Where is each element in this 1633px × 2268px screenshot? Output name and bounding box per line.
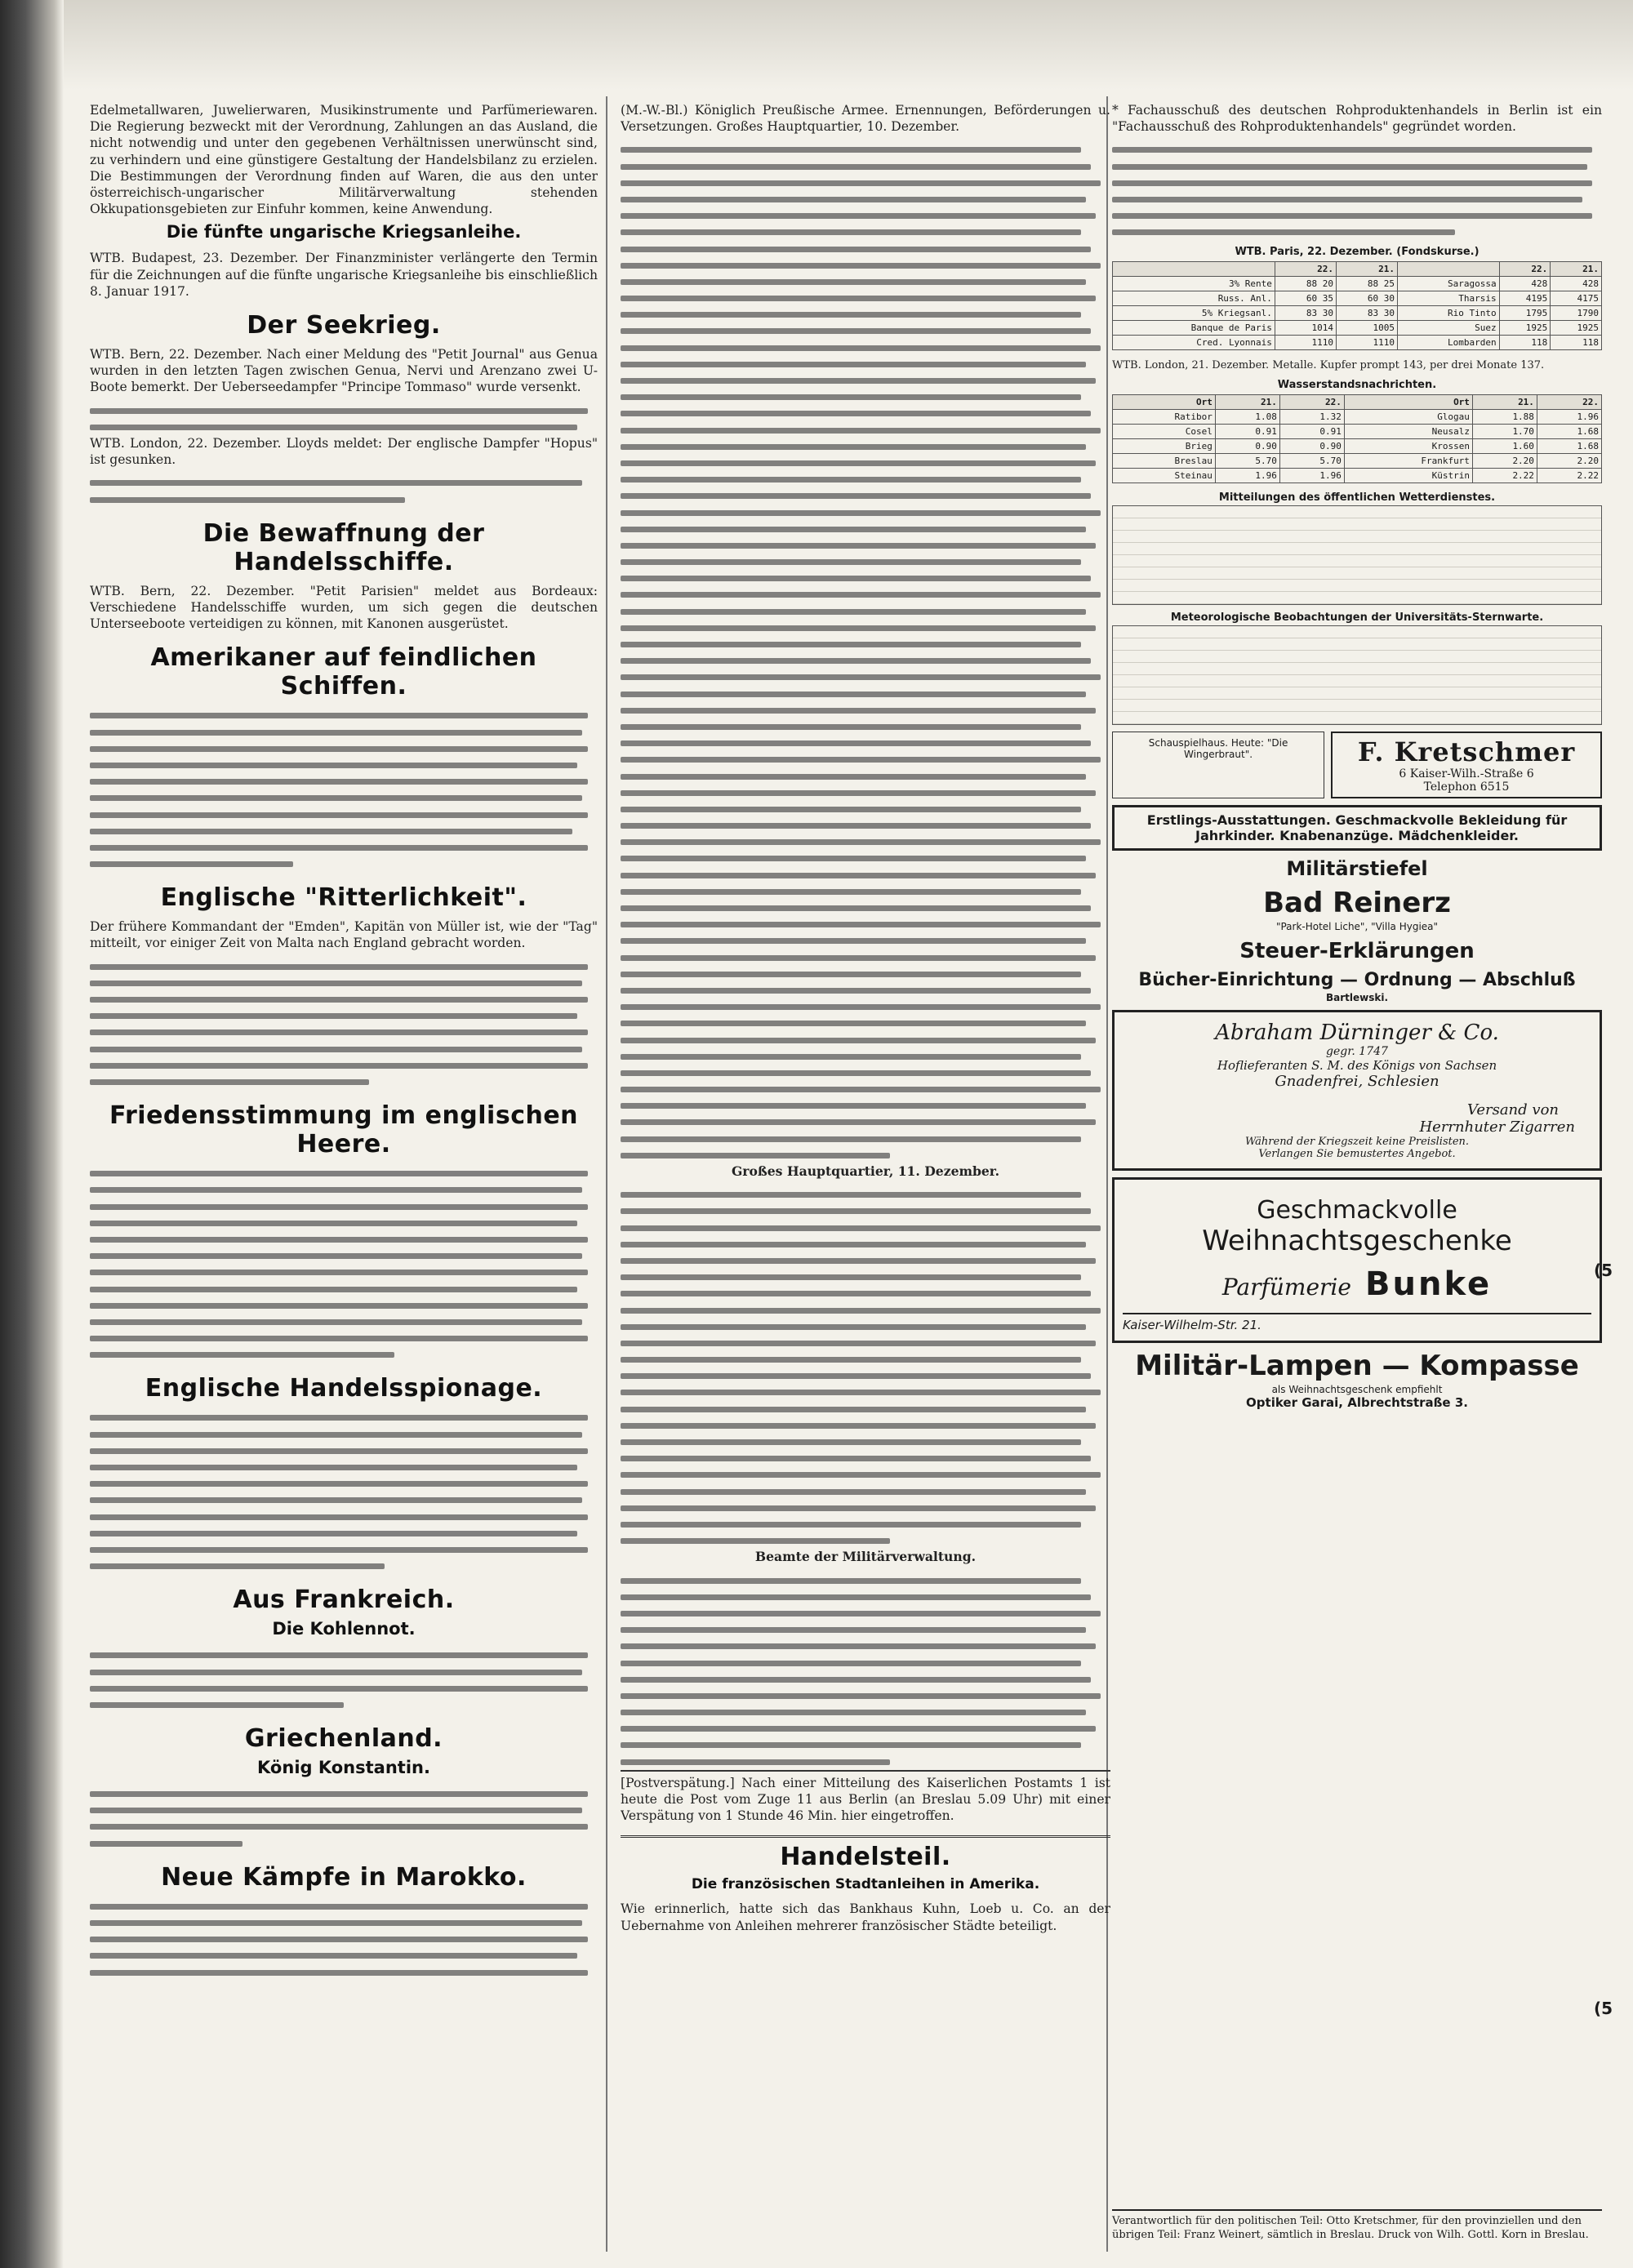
stock-cell: 1925 [1551,320,1602,335]
text-line [621,735,1110,751]
headline: Amerikaner auf feindlichen Schiffen. [150,643,537,701]
text-line [621,1220,1110,1236]
headline: Englische Handelsspionage. [145,1374,543,1403]
water-cell: Breslau [1113,453,1216,468]
headline: Handelsteil. [621,1835,1110,1871]
text-line [621,505,1110,521]
headline: Die Bewaffnung der Handelsschiffe. [202,518,485,576]
text-line [621,455,1110,471]
stock-cell: Cred. Lyonnais [1113,335,1275,349]
water-cell: Glogau [1344,409,1472,424]
book-spine-shadow [0,0,64,2268]
stock-cell: 83 30 [1275,305,1336,320]
water-row [1113,453,1602,468]
stock-cell: 83 30 [1336,305,1397,320]
water-cell: 2.22 [1472,468,1537,483]
text-line [621,1015,1110,1031]
article-text: Großes Hauptquartier, 11. Dezember. [731,1163,1000,1180]
water-cell: 0.90 [1279,438,1344,453]
text-line [621,207,1110,224]
page-top-edge [64,0,1633,90]
water-cell: 1.68 [1537,438,1601,453]
text-line [90,419,598,435]
text-line [621,883,1110,900]
headline: Griechenland. [244,1724,443,1754]
water-cell: 5.70 [1215,453,1279,468]
water-row [1113,438,1602,453]
text-line [621,471,1110,487]
water-cell: 1.96 [1215,468,1279,483]
text-line [621,438,1110,455]
text-line [621,785,1110,801]
stock-cell: 118 [1551,335,1602,349]
text-line [621,1671,1110,1688]
imprint: Verantwortlich für den politischen Teil: Otto Kretschmer, für den provinziellen und den übrigen Teil: Franz Weinert, sämtlich in Breslau. Druck von Wilh. Gottl. Korn in Breslau. [1112,2209,1602,2242]
text-line [621,1417,1110,1434]
water-row [1113,424,1602,438]
text-line [621,224,1110,240]
article-text: [Postverspätung.] Nach einer Mitteilung des Kaiserlichen Postamts 1 ist heute die Post vom Zuge 11 aus Berlin (an Breslau 5.09 Uhr) mit einer Verspätung von 1 Stunde 46 Min. hier eingetroffen. [621,1770,1110,1825]
text-line [621,916,1110,932]
text-line [621,1737,1110,1753]
text-line [621,306,1110,322]
water-row [1113,409,1602,424]
water-cell: 1.96 [1537,409,1601,424]
stock-cell: 428 [1551,276,1602,291]
stock-cell: 88 25 [1336,276,1397,291]
text-line [621,554,1110,570]
observation-table [1112,625,1602,725]
text-line [621,1401,1110,1417]
page-mark: (5 [1594,1261,1613,1280]
water-cell: 0.91 [1215,424,1279,438]
stock-cell: 4175 [1551,291,1602,305]
article-text: WTB. Bern, 22. Dezember. Nach einer Meldung des "Petit Journal" aus Genua wurden in den letzten Tagen zwischen Genua, Nervi und Arenzano zwei U-Boote bemerkt. Der Ueberseedampfer "Principe Tommaso" wurde versenkt. [90,347,598,395]
water-cell: Neusalz [1344,424,1472,438]
stock-table [1112,261,1602,350]
ad-bunke: Geschmackvolle Weihnachtsgeschenke Parfümerie Bunke Kaiser-Wilhelm-Str. 21. [1112,1177,1602,1343]
ad-steuer: Steuer-Erklärungen [1239,938,1475,963]
text-line [621,652,1110,669]
text-line [621,932,1110,949]
ad-buecher: Bücher-Einrichtung — Ordnung — Abschluß [1138,969,1576,990]
table-title: Wasserstandsnachrichten. [1277,378,1437,391]
table-title: Mitteilungen des öffentlichen Wetterdienstes. [1218,491,1496,504]
water-cell: 1.60 [1472,438,1537,453]
text-line [621,1720,1110,1737]
water-cell: 0.91 [1279,424,1344,438]
text-line [621,1483,1110,1500]
text-line [621,340,1110,356]
stock-cell: 88 20 [1275,276,1336,291]
water-cell: 2.20 [1472,453,1537,468]
subheadline: Die Kohlennot. [272,1619,416,1639]
dense-text-block [621,1572,1110,1770]
text-line [621,982,1110,998]
article-text: WTB. Budapest, 23. Dezember. Der Finanzminister verlängerte den Termin für die Zeichnungen auf die fünfte ungarische Kriegsanleihe bis einschließlich 8. Januar 1917. [90,251,598,299]
water-cell: 1.88 [1472,409,1537,424]
stock-cell: Lombarden [1398,335,1500,349]
stock-header-cell: 22. [1275,261,1336,276]
stock-row [1113,276,1602,291]
water-header-cell: Ort [1344,394,1472,409]
stock-cell: 1790 [1551,305,1602,320]
weather-table [1112,505,1602,605]
column-1 [90,102,598,2241]
text-line [621,669,1110,685]
water-cell: Küstrin [1344,468,1472,483]
text-line [621,1384,1110,1400]
text-line [621,636,1110,652]
stock-cell: Saragossa [1398,276,1500,291]
text-line [621,850,1110,866]
water-cell: 5.70 [1279,453,1344,468]
text-line [621,1048,1110,1065]
water-header-cell: Ort [1113,394,1216,409]
text-line [621,686,1110,702]
water-cell: 1.68 [1537,424,1601,438]
text-line [621,1532,1110,1549]
text-line [621,1319,1110,1335]
headline: Die fünfte ungarische Kriegsanleihe. [166,222,522,242]
water-level-table [1112,394,1602,483]
text-line [621,949,1110,966]
article-text: * Fachausschuß des deutschen Rohproduktenhandels in Berlin ist ein "Fachausschuß des Rohproduktenhandels" gegründet worden. [1112,103,1602,135]
text-line [621,521,1110,537]
water-cell: Krossen [1344,438,1472,453]
text-line [621,586,1110,603]
text-line [621,867,1110,883]
text-line [621,191,1110,207]
text-line [621,1186,1110,1203]
stock-header-cell: 21. [1551,261,1602,276]
dense-text-block [621,141,1110,1163]
water-header-cell: 22. [1279,394,1344,409]
text-line [621,1655,1110,1671]
text-line [621,620,1110,636]
text-line [621,702,1110,718]
text-line [621,241,1110,257]
article-text: Edelmetallwaren, Juwelierwaren, Musikinstrumente und Parfümeriewaren. Die Regierung bezweckt mit der Verordnung, Zahlungen an das Ausland, die nicht notwendig und unter den gegebenen Verhältnissen unerwünscht sind, zu verhindern und eine günstigere Gestaltung der Handelsbilanz zu erzielen. Die Bestimmungen der Verordnung finden auf Waren, die aus den unter österreichisch-ungarischer Militärverwaltung stehenden Okkupationsgebieten zur Einfuhr kommen, keine Anwendung. [90,103,598,217]
page-mark: (5 [1594,1999,1613,2018]
ad-militaerstiefel: Militärstiefel [1286,856,1428,880]
stock-cell: Tharsis [1398,291,1500,305]
text-line [621,1097,1110,1114]
stock-cell: 118 [1499,335,1551,349]
text-line [621,322,1110,339]
water-cell: Cosel [1113,424,1216,438]
subheadline: König Konstantin. [257,1758,430,1778]
text-line [621,422,1110,438]
text-line [621,1302,1110,1319]
text-line [621,1572,1110,1589]
text-line [621,1081,1110,1097]
text-line [621,1638,1110,1654]
text-line [621,1351,1110,1367]
water-header-cell: 21. [1472,394,1537,409]
ad-kretschmer-text: Erstlings-Ausstattungen. Geschmackvolle Bekleidung für Jahrkinder. Knabenanzüge. Mädchenkleider. [1112,805,1602,851]
water-cell: 1.08 [1215,409,1279,424]
water-cell: 1.32 [1279,409,1344,424]
text-line [621,537,1110,554]
water-cell: 1.70 [1472,424,1537,438]
article-text: Wie erinnerlich, hatte sich das Bankhaus Kuhn, Loeb u. Co. an der Uebernahme von Anleihen mehrerer französischer Städte beteiligt. [621,1901,1110,1933]
water-row [1113,468,1602,483]
text-line [621,718,1110,735]
text-line [90,474,598,491]
stock-cell: Suez [1398,320,1500,335]
headline: Friedensstimmung im englischen Heere. [109,1101,579,1159]
dense-text-block [621,1186,1110,1549]
water-cell: Brieg [1113,438,1216,453]
text-line [621,751,1110,767]
stock-cell: 1925 [1499,320,1551,335]
article-text: Der frühere Kommandant der "Emden", Kapitän von Müller ist, wie der "Tag" mitteilt, vor einiger Zeit von Malta nach England gebracht worden. [90,919,598,951]
article-text: WTB. London, 21. Dezember. Metalle. Kupfer prompt 143, per drei Monate 137. [1112,358,1545,371]
text-line [621,1466,1110,1483]
text-line [621,1285,1110,1301]
text-line [621,175,1110,191]
text-line [621,1065,1110,1081]
table-title: WTB. Paris, 22. Dezember. (Fondskurse.) [1235,245,1479,258]
text-line [621,1434,1110,1450]
article-text: Beamte der Militärverwaltung. [754,1549,977,1565]
headline: Englische "Ritterlichkeit". [160,883,527,913]
text-line [621,141,1110,158]
stock-cell: 3% Rente [1113,276,1275,291]
text-line [621,900,1110,916]
text-line [621,998,1110,1015]
stock-cell: Rio Tinto [1398,305,1500,320]
stock-cell: 60 30 [1336,291,1397,305]
subheadline: Die französischen Stadtanleihen in Amerika. [691,1876,1040,1893]
water-cell: 2.22 [1537,468,1601,483]
text-line [621,1335,1110,1351]
stock-header-cell [1113,261,1275,276]
ad-duerninger: Abraham Dürninger & Co. gegr. 1747 Hoflieferanten S. M. des Königs von Sachsen Gnadenfrei, Schlesien Versand von Herrnhuter Zigarren Während der Kriegszeit keine Preislisten. Verlangen Sie bemustertes Angebot. [1112,1010,1602,1171]
ad-kretschmer: F. Kretschmer 6 Kaiser-Wilh.-Straße 6 Telephon 6515 [1331,732,1602,798]
article-text: (M.-W.-Bl.) Königlich Preußische Armee. Ernennungen, Beförderungen u. Versetzungen. Großes Hauptquartier, 10. Dezember. [621,103,1110,135]
text-line [90,491,598,508]
water-cell: 1.96 [1279,468,1344,483]
text-line [621,273,1110,290]
text-line [621,603,1110,620]
text-line [621,1252,1110,1269]
column-3: * Fachausschuß des deutschen Rohproduktenhandels in Berlin ist ein "Fachausschuß des Rohproduktenhandels" gegründet worden. WTB. Paris, 22. Dezember. (Fondskurse.) 22. 21. 22. 21. 3% Rente 88 20 88 25 Saragossa 428 428 Russ. Anl. 60 35 60 30 Tharsis 4195 4175 5% Kriegsanl. 83 30 83 30 Rio Tinto 1795 1790 Banque de Paris 1014 1005 Suez 1925 1925 Cred. Lyonnais 1110 1110 Lombarden 118 118 WTB. London, 21. Dezember. Metalle. Kupfer prompt 143, per drei Monate 137. Wasserstandsnachrichten. Ort 21. 22. Ort 21. 22. Ratibor 1.08 1.32 Glogau 1.88 1.96 Cosel 0.91 0.91 Neusalz 1.70 1.68 Brieg 0.90 0.90 Krossen 1.60 1.68 Breslau 5.70 5.70 Frankfurt 2.20 2.20 Steinau 1.96 1.96 Küstrin 2.22 2.22 Mitteilungen des öffentlichen Wetterdienstes. Meteorologische Beobachtungen der Universitäts-Sternwarte. Schauspielhaus. Heute: "Die Wingerbraut". F. Kretschmer 6 Kaiser-Wilh.-Straße 6 Telephon 6515 Erstlings-Ausstattungen. Geschmackvolle Bekleidung für Jahrkinder. Knabenanzüge. Mädchenkleider. Militärstiefel Bad Reinerz "Park-Hotel Liche", "Villa Hygiea" Steuer-Erklärungen Bücher-Einrichtung — Ordnung — Abschluß Bartlewski. Abraham Dürninger & Co. gegr. 1747 Hoflieferanten S. M. des Königs von Sachsen Gnadenfrei, Schlesien Versand von Herrnhuter Zigarren Während der Kriegszeit keine Preislisten. Verlangen Sie bemustertes Angebot. Geschmackvolle Weihnachtsgeschenke Parfümerie Bunke Kaiser-Wilhelm-Str. 21. Militär-Lampen — Kompasse als Weihnachtsgeschenk empfiehlt Optiker Garai, Albrechtstraße 3. [1112,103,1602,1410]
column-2 [621,102,1110,2241]
text-line [621,1269,1110,1285]
text-line [621,570,1110,586]
text-line [621,290,1110,306]
stock-cell: 5% Kriegsanl. [1113,305,1275,320]
text-line [621,1688,1110,1704]
text-line [621,1032,1110,1048]
text-line [621,1516,1110,1532]
headline: Neue Kämpfe in Marokko. [161,1862,527,1892]
text-line [621,1203,1110,1219]
stock-cell: 4195 [1499,291,1551,305]
text-line [621,1450,1110,1466]
water-cell: Ratibor [1113,409,1216,424]
text-line [621,1621,1110,1638]
text-line [621,817,1110,834]
water-header-cell: 21. [1215,394,1279,409]
headline: Der Seekrieg. [247,311,441,340]
article-text: WTB. London, 22. Dezember. Lloyds meldet: Der englische Dampfer "Hopus" ist gesunken. [90,436,598,468]
text-line [621,768,1110,785]
text-line [621,1114,1110,1130]
text-line [621,257,1110,273]
text-line [621,1147,1110,1163]
stock-cell: 1014 [1275,320,1336,335]
water-header-cell: 22. [1537,394,1601,409]
article-text: WTB. Bern, 22. Dezember. "Petit Parisien" meldet aus Bordeaux: Verschiedene Handelsschiffe wurden, um sich gegen die deutschen Unterseeboote verteidigen zu können, mit Kanonen ausgerüstet. [90,583,598,632]
column-rule [606,96,607,2252]
text-line [90,402,598,419]
text-line [621,372,1110,389]
stock-header-cell: 21. [1336,261,1397,276]
stock-row [1113,320,1602,335]
stock-row [1113,335,1602,349]
stock-cell: 1110 [1275,335,1336,349]
stock-cell: 1795 [1499,305,1551,320]
text-line [621,356,1110,372]
text-line [621,158,1110,175]
text-line [621,405,1110,421]
table-title: Meteorologische Beobachtungen der Universitäts-Sternwarte. [1170,611,1544,624]
text-line [621,1704,1110,1720]
stock-cell: 60 35 [1275,291,1336,305]
stock-cell: 1110 [1336,335,1397,349]
text-line [621,1754,1110,1770]
text-line [621,1605,1110,1621]
water-cell: 0.90 [1215,438,1279,453]
text-line [621,389,1110,405]
text-line [621,487,1110,504]
water-cell: Frankfurt [1344,453,1472,468]
stock-cell: Banque de Paris [1113,320,1275,335]
stock-cell: 1005 [1336,320,1397,335]
text-line [621,834,1110,850]
ad-reinerz: Bad Reinerz [1263,886,1451,919]
stock-row [1113,305,1602,320]
stock-row [1113,291,1602,305]
text-line [621,1500,1110,1516]
text-line [621,1236,1110,1252]
ad-theater: Schauspielhaus. Heute: "Die Wingerbraut". [1112,732,1324,798]
text-line [621,966,1110,982]
text-line [621,801,1110,817]
headline: Aus Frankreich. [233,1585,455,1615]
water-cell: 2.20 [1537,453,1601,468]
text-line [621,1367,1110,1384]
text-line [621,1131,1110,1147]
stock-cell: Russ. Anl. [1113,291,1275,305]
text-line [621,1589,1110,1605]
stock-cell: 428 [1499,276,1551,291]
water-cell: Steinau [1113,468,1216,483]
stock-header-cell: 22. [1499,261,1551,276]
ad-militaer-lampen: Militär-Lampen — Kompasse [1135,1349,1579,1382]
stock-header-cell [1398,261,1500,276]
